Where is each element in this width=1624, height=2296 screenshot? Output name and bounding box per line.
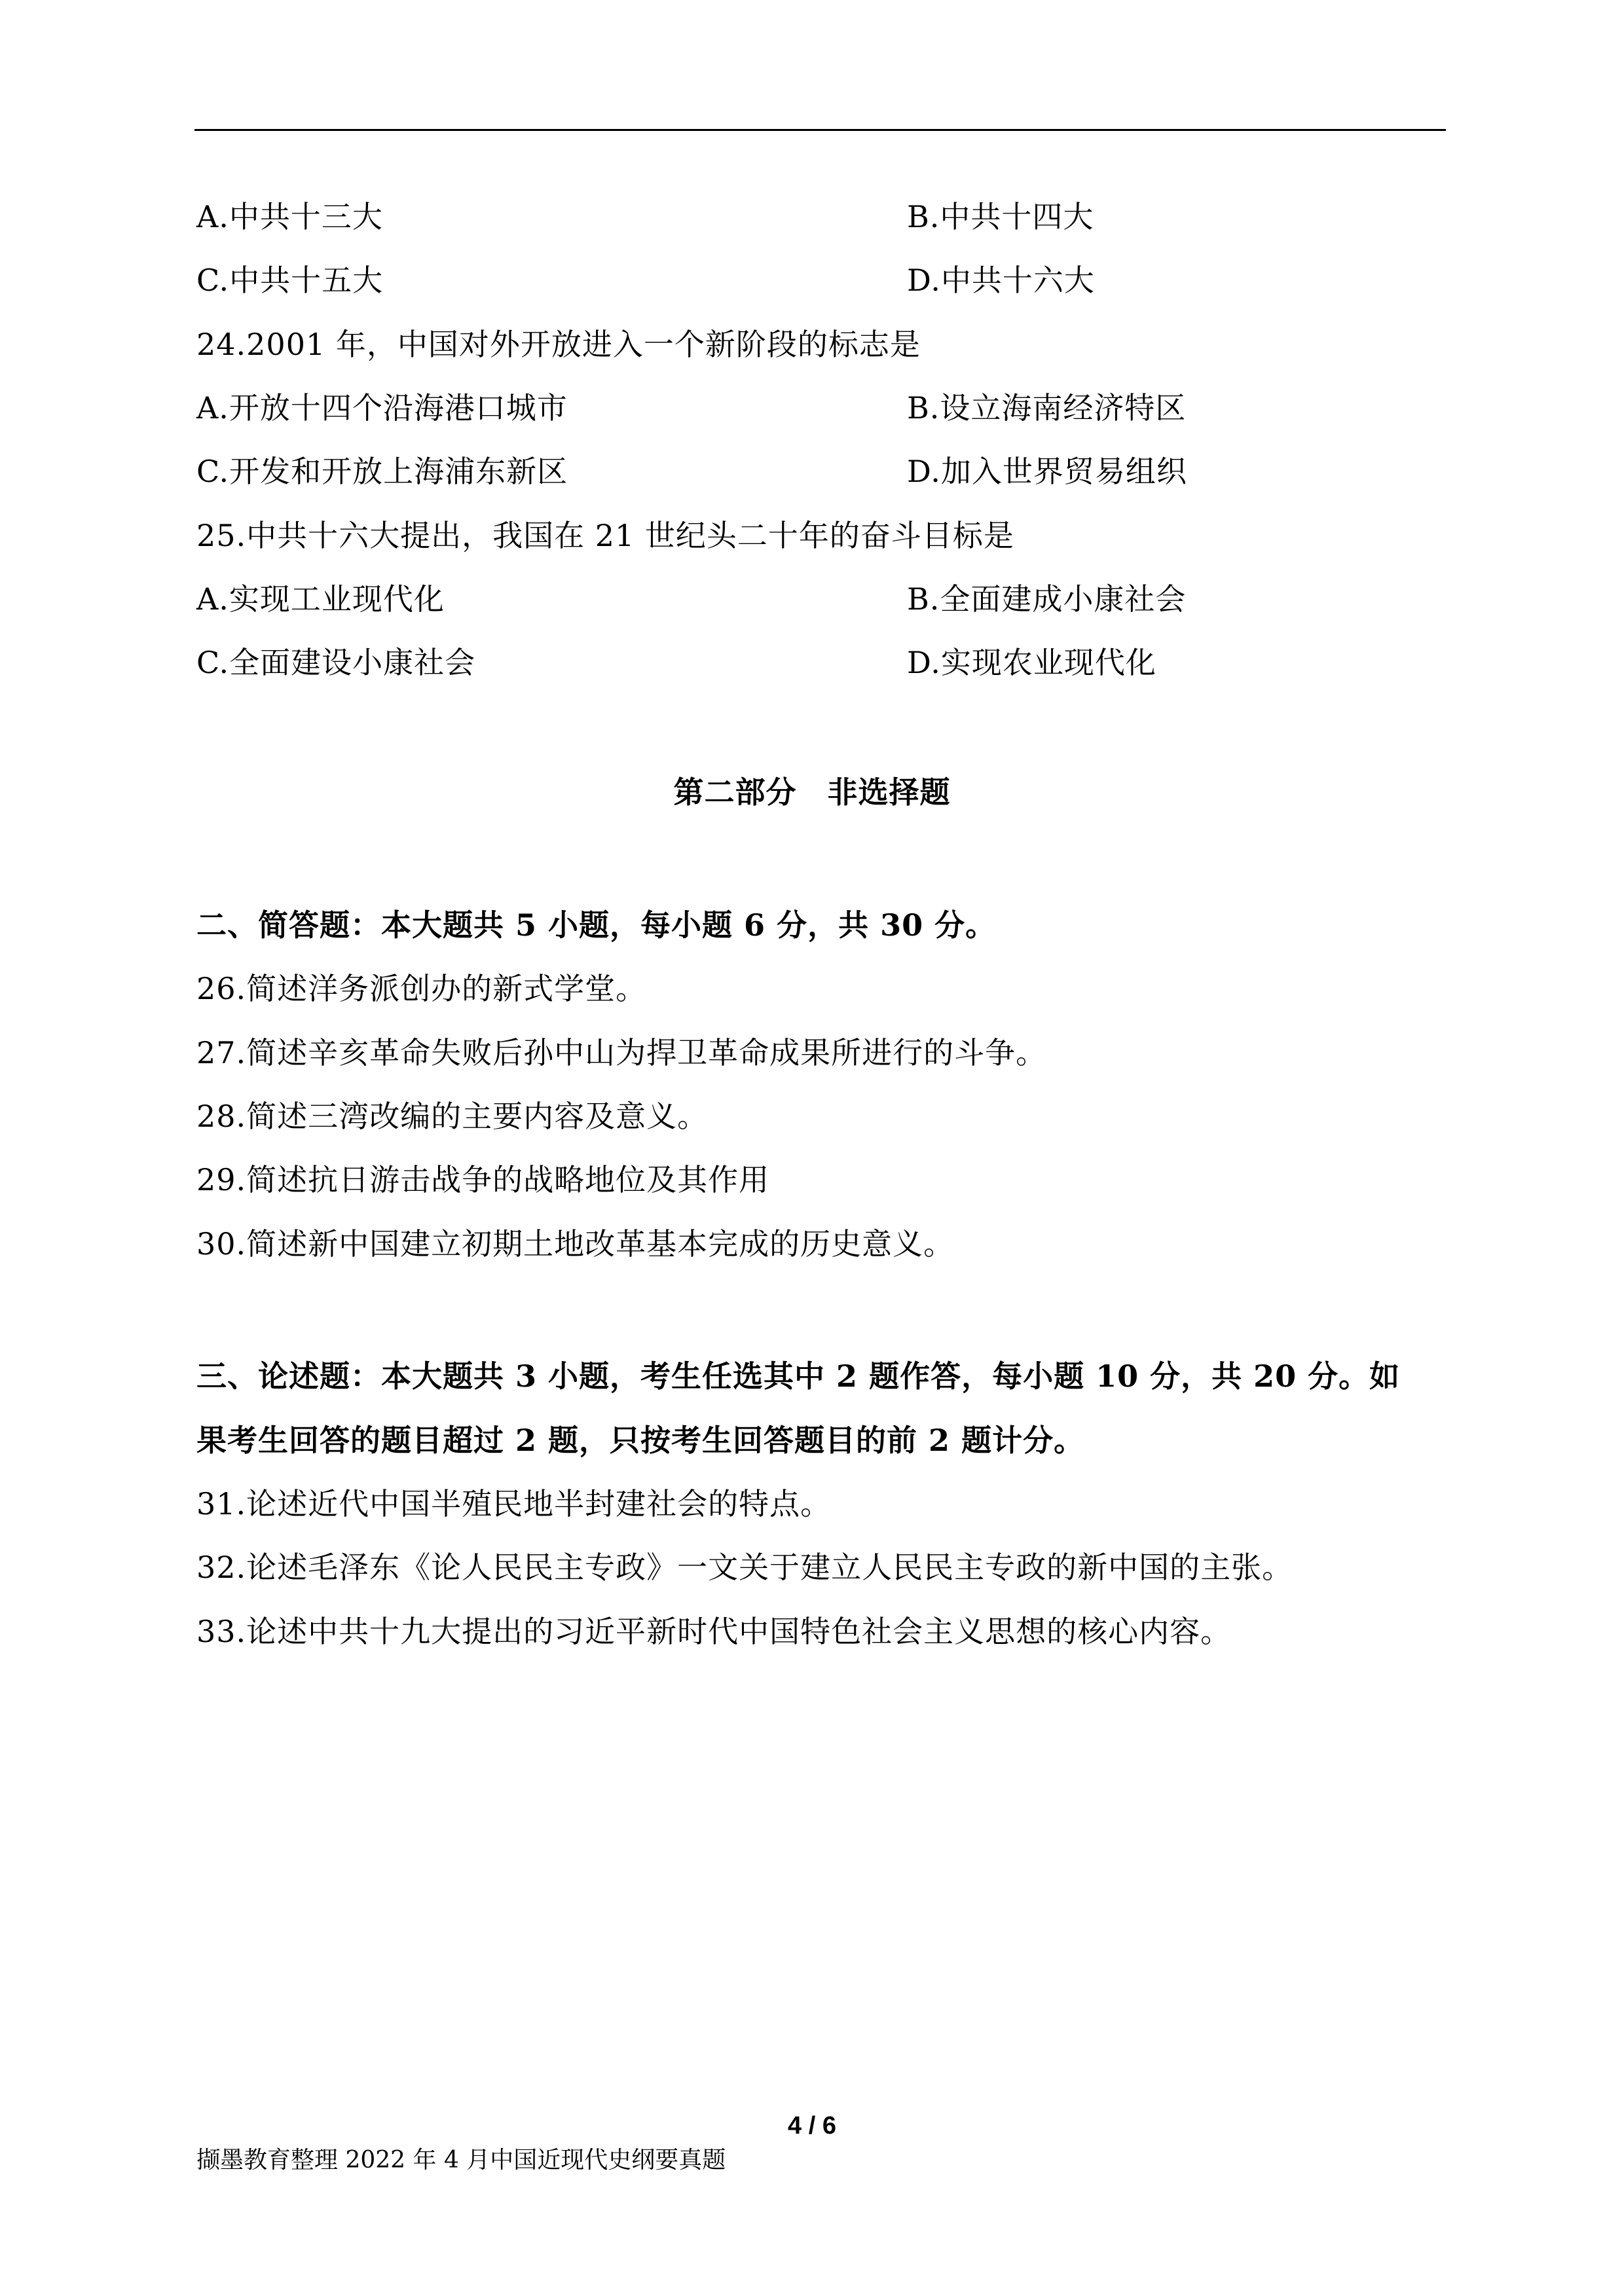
- q23-option-a: A.中共十三大: [196, 199, 383, 234]
- q23-option-b: B.中共十四大: [907, 199, 1094, 234]
- q23-option-c: C.中共十五大: [196, 263, 384, 298]
- essay-question-31: 31.论述近代中国半殖民地半封建社会的特点。: [196, 1486, 832, 1522]
- q25-option-b: B.全面建成小康社会: [907, 581, 1187, 617]
- q24-option-d: D.加入世界贸易组织: [907, 454, 1187, 489]
- q25-option-d: D.实现农业现代化: [907, 645, 1156, 680]
- short-answer-question-28: 28.简述三湾改编的主要内容及意义。: [196, 1099, 709, 1134]
- short-answer-question-29: 29.简述抗日游击战争的战略地位及其作用: [196, 1162, 770, 1197]
- short-answer-question-30: 30.简述新中国建立初期土地改革基本完成的历史意义。: [196, 1226, 955, 1262]
- q24-option-b: B.设立海南经济特区: [907, 390, 1187, 426]
- q24-option-c: C.开发和开放上海浦东新区: [196, 454, 568, 489]
- part-two-title: 第二部分 非选择题: [673, 774, 951, 810]
- essay-heading-line-1: 三、论述题：本大题共 3 小题，考生任选其中 2 题作答，每小题 10 分，共 20 分。如: [196, 1358, 1401, 1394]
- short-answer-question-26: 26.简述洋务派创办的新式学堂。: [196, 971, 647, 1006]
- q23-option-d: D.中共十六大: [907, 263, 1095, 298]
- footer-note: 撷墨教育整理 2022 年 4 月中国近现代史纲要真题: [196, 2147, 726, 2174]
- q25-option-a: A.实现工业现代化: [196, 581, 445, 617]
- short-answer-heading: 二、简答题：本大题共 5 小题，每小题 6 分，共 30 分。: [196, 907, 997, 943]
- q24-stem: 24.2001 年，中国对外开放进入一个新阶段的标志是: [196, 327, 921, 362]
- q25-option-c: C.全面建设小康社会: [196, 645, 476, 680]
- page-number: 4 / 6: [788, 2112, 836, 2140]
- q25-stem: 25.中共十六大提出，我国在 21 世纪头二十年的奋斗目标是: [196, 518, 1014, 553]
- essay-question-33: 33.论述中共十九大提出的习近平新时代中国特色社会主义思想的核心内容。: [196, 1614, 1232, 1649]
- q24-option-a: A.开放十四个沿海港口城市: [196, 390, 568, 426]
- header-rule: [194, 129, 1446, 131]
- essay-question-32: 32.论述毛泽东《论人民民主专政》一文关于建立人民民主专政的新中国的主张。: [196, 1550, 1293, 1585]
- essay-heading-line-2: 果考生回答的题目超过 2 题，只按考生回答题目的前 2 题计分。: [196, 1423, 1085, 1458]
- short-answer-question-27: 27.简述辛亥革命失败后孙中山为捍卫革命成果所进行的斗争。: [196, 1035, 1047, 1070]
